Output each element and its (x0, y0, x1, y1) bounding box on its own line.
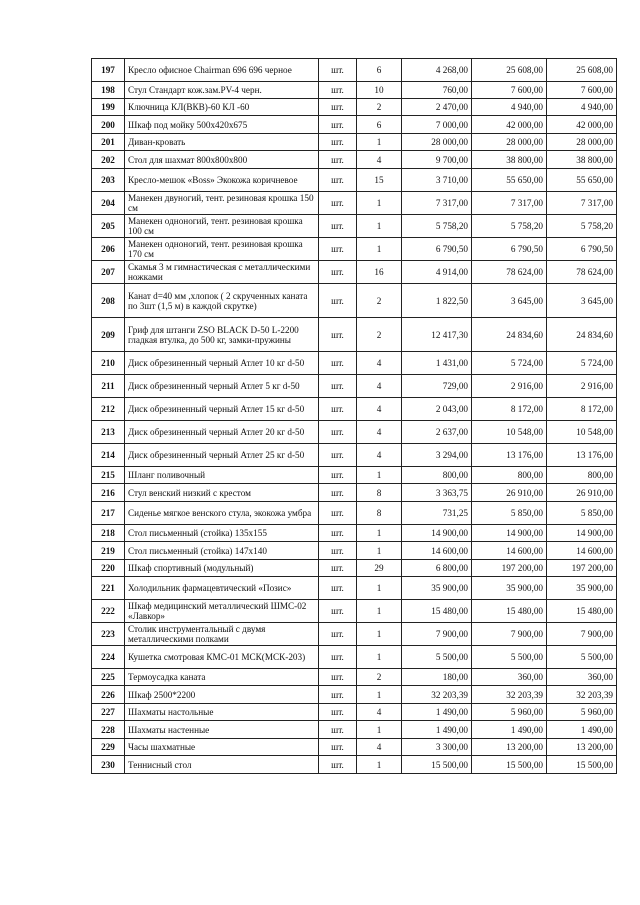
item-unit: шт. (319, 238, 357, 261)
item-name: Кресло-мешок «Boss» Экокожа коричневое (125, 169, 319, 192)
item-name: Ключница КЛ(ВКВ)-60 КЛ -60 (125, 99, 319, 116)
item-name: Диск обрезиненный черный Атлет 15 кг d-50 (125, 398, 319, 421)
item-name: Стол письменный (стойка) 135х155 (125, 525, 319, 542)
table-row (92, 577, 617, 600)
item-sum: 28 000,00 (472, 134, 547, 151)
item-total: 7 317,00 (547, 192, 617, 215)
item-quantity: 1 (357, 646, 402, 669)
item-price: 28 000,00 (402, 134, 472, 151)
item-name: Кресло офисное Chairman 696 696 черное (125, 59, 319, 82)
item-number: 213 (92, 421, 125, 444)
item-total: 360,00 (547, 669, 617, 686)
item-name: Диск обрезиненный черный Атлет 10 кг d-50 (125, 352, 319, 375)
item-total: 78 624,00 (547, 261, 617, 284)
table-row (92, 721, 617, 739)
item-sum: 8 172,00 (472, 398, 547, 421)
item-name: Шкаф 2500*2200 (125, 686, 319, 704)
item-price: 729,00 (402, 375, 472, 398)
item-price: 2 043,00 (402, 398, 472, 421)
table-row (92, 82, 617, 99)
item-total: 5 758,20 (547, 215, 617, 238)
item-number: 208 (92, 284, 125, 318)
item-quantity: 4 (357, 444, 402, 467)
item-number: 202 (92, 151, 125, 169)
item-name: Манекен двуногий, тент. резиновая крошка 150 см (125, 192, 319, 215)
item-quantity: 1 (357, 525, 402, 542)
item-unit: шт. (319, 398, 357, 421)
item-unit: шт. (319, 646, 357, 669)
item-name: Стол письменный (стойка) 147х140 (125, 542, 319, 560)
item-unit: шт. (319, 284, 357, 318)
item-quantity: 1 (357, 238, 402, 261)
item-number: 197 (92, 59, 125, 82)
item-price: 35 900,00 (402, 577, 472, 600)
item-name: Канат d=40 мм ,хлопок ( 2 скрученных каната по 3шт (1,5 м) в каждой скрутке) (125, 284, 319, 318)
item-quantity: 1 (357, 623, 402, 646)
table-row (92, 169, 617, 192)
item-name: Стул венский низкий с крестом (125, 484, 319, 502)
item-sum: 5 724,00 (472, 352, 547, 375)
item-unit: шт. (319, 686, 357, 704)
item-sum: 55 650,00 (472, 169, 547, 192)
item-price: 4 268,00 (402, 59, 472, 82)
table-row (92, 375, 617, 398)
item-unit: шт. (319, 525, 357, 542)
item-price: 15 500,00 (402, 756, 472, 774)
item-quantity: 4 (357, 421, 402, 444)
item-unit: шт. (319, 134, 357, 151)
item-number: 227 (92, 704, 125, 721)
item-number: 199 (92, 99, 125, 116)
item-sum: 2 916,00 (472, 375, 547, 398)
table-row (92, 467, 617, 484)
item-quantity: 1 (357, 577, 402, 600)
item-number: 200 (92, 116, 125, 134)
item-quantity: 16 (357, 261, 402, 284)
item-name: Теннисный стол (125, 756, 319, 774)
item-sum: 25 608,00 (472, 59, 547, 82)
item-total: 3 645,00 (547, 284, 617, 318)
item-total: 6 790,50 (547, 238, 617, 261)
item-total: 5 724,00 (547, 352, 617, 375)
item-unit: шт. (319, 318, 357, 352)
item-total: 800,00 (547, 467, 617, 484)
item-sum: 15 480,00 (472, 600, 547, 623)
item-number: 225 (92, 669, 125, 686)
item-name: Шахматы настольные (125, 704, 319, 721)
item-price: 5 758,20 (402, 215, 472, 238)
table-row (92, 444, 617, 467)
item-name: Диск обрезиненный черный Атлет 25 кг d-50 (125, 444, 319, 467)
item-quantity: 2 (357, 318, 402, 352)
item-number: 212 (92, 398, 125, 421)
item-quantity: 2 (357, 669, 402, 686)
item-name: Диван-кровать (125, 134, 319, 151)
item-sum: 3 645,00 (472, 284, 547, 318)
item-price: 180,00 (402, 669, 472, 686)
table-row (92, 134, 617, 151)
item-unit: шт. (319, 577, 357, 600)
item-number: 198 (92, 82, 125, 99)
item-number: 207 (92, 261, 125, 284)
item-unit: шт. (319, 421, 357, 444)
item-sum: 14 900,00 (472, 525, 547, 542)
item-number: 229 (92, 739, 125, 756)
item-unit: шт. (319, 375, 357, 398)
item-sum: 5 758,20 (472, 215, 547, 238)
item-number: 222 (92, 600, 125, 623)
table-row (92, 99, 617, 116)
item-number: 230 (92, 756, 125, 774)
item-number: 219 (92, 542, 125, 560)
item-total: 5 850,00 (547, 502, 617, 525)
item-total: 197 200,00 (547, 560, 617, 577)
item-quantity: 4 (357, 375, 402, 398)
item-number: 206 (92, 238, 125, 261)
item-name: Стул Стандарт кож.зам.PV-4 черн. (125, 82, 319, 99)
item-quantity: 6 (357, 116, 402, 134)
item-quantity: 1 (357, 600, 402, 623)
item-unit: шт. (319, 352, 357, 375)
item-total: 4 940,00 (547, 99, 617, 116)
item-total: 13 200,00 (547, 739, 617, 756)
item-total: 15 500,00 (547, 756, 617, 774)
item-total: 7 600,00 (547, 82, 617, 99)
item-price: 7 900,00 (402, 623, 472, 646)
item-quantity: 4 (357, 398, 402, 421)
table-row (92, 116, 617, 134)
item-name: Шкаф спортивный (модульный) (125, 560, 319, 577)
item-price: 800,00 (402, 467, 472, 484)
item-total: 26 910,00 (547, 484, 617, 502)
item-price: 1 490,00 (402, 721, 472, 739)
table-row (92, 756, 617, 774)
item-number: 203 (92, 169, 125, 192)
item-quantity: 2 (357, 284, 402, 318)
item-quantity: 4 (357, 352, 402, 375)
item-price: 9 700,00 (402, 151, 472, 169)
item-number: 218 (92, 525, 125, 542)
table-row (92, 261, 617, 284)
table-row (92, 525, 617, 542)
item-quantity: 1 (357, 721, 402, 739)
item-number: 220 (92, 560, 125, 577)
item-total: 25 608,00 (547, 59, 617, 82)
item-number: 224 (92, 646, 125, 669)
item-sum: 5 850,00 (472, 502, 547, 525)
item-total: 7 900,00 (547, 623, 617, 646)
table-row (92, 398, 617, 421)
table-body (92, 59, 617, 774)
item-price: 3 294,00 (402, 444, 472, 467)
item-unit: шт. (319, 600, 357, 623)
table-row (92, 739, 617, 756)
item-price: 4 914,00 (402, 261, 472, 284)
item-total: 8 172,00 (547, 398, 617, 421)
item-sum: 15 500,00 (472, 756, 547, 774)
item-sum: 35 900,00 (472, 577, 547, 600)
table-row (92, 542, 617, 560)
item-name: Диск обрезиненный черный Атлет 5 кг d-50 (125, 375, 319, 398)
item-unit: шт. (319, 721, 357, 739)
item-name: Кушетка смотровая КМС-01 МСК(МСК-203) (125, 646, 319, 669)
item-unit: шт. (319, 484, 357, 502)
item-sum: 800,00 (472, 467, 547, 484)
item-unit: шт. (319, 623, 357, 646)
item-price: 7 317,00 (402, 192, 472, 215)
table-row (92, 623, 617, 646)
table-row (92, 192, 617, 215)
item-quantity: 15 (357, 169, 402, 192)
item-sum: 4 940,00 (472, 99, 547, 116)
item-unit: шт. (319, 59, 357, 82)
item-total: 32 203,39 (547, 686, 617, 704)
item-sum: 7 900,00 (472, 623, 547, 646)
item-sum: 7 600,00 (472, 82, 547, 99)
item-number: 216 (92, 484, 125, 502)
item-unit: шт. (319, 261, 357, 284)
table-row (92, 215, 617, 238)
item-sum: 26 910,00 (472, 484, 547, 502)
item-quantity: 1 (357, 542, 402, 560)
table-row (92, 284, 617, 318)
item-price: 3 363,75 (402, 484, 472, 502)
item-number: 226 (92, 686, 125, 704)
item-quantity: 1 (357, 134, 402, 151)
item-sum: 14 600,00 (472, 542, 547, 560)
item-sum: 360,00 (472, 669, 547, 686)
item-number: 223 (92, 623, 125, 646)
table-row (92, 421, 617, 444)
item-unit: шт. (319, 542, 357, 560)
item-unit: шт. (319, 444, 357, 467)
item-quantity: 4 (357, 151, 402, 169)
table-row (92, 600, 617, 623)
item-number: 204 (92, 192, 125, 215)
item-name: Шкаф медицинский металлический ШМС-02 «Лавкор» (125, 600, 319, 623)
item-price: 6 800,00 (402, 560, 472, 577)
table-row (92, 646, 617, 669)
item-sum: 7 317,00 (472, 192, 547, 215)
item-unit: шт. (319, 169, 357, 192)
item-sum: 13 200,00 (472, 739, 547, 756)
item-sum: 78 624,00 (472, 261, 547, 284)
item-total: 2 916,00 (547, 375, 617, 398)
item-unit: шт. (319, 756, 357, 774)
item-sum: 38 800,00 (472, 151, 547, 169)
item-quantity: 29 (357, 560, 402, 577)
item-number: 211 (92, 375, 125, 398)
item-price: 12 417,30 (402, 318, 472, 352)
item-sum: 10 548,00 (472, 421, 547, 444)
item-quantity: 6 (357, 59, 402, 82)
item-price: 731,25 (402, 502, 472, 525)
item-quantity: 8 (357, 502, 402, 525)
item-unit: шт. (319, 704, 357, 721)
item-number: 215 (92, 467, 125, 484)
table-row (92, 484, 617, 502)
inventory-table (91, 58, 617, 774)
item-quantity: 1 (357, 686, 402, 704)
table-row (92, 318, 617, 352)
table-row (92, 238, 617, 261)
item-price: 14 900,00 (402, 525, 472, 542)
item-name: Шкаф под мойку 500х420х675 (125, 116, 319, 134)
item-total: 28 000,00 (547, 134, 617, 151)
item-total: 10 548,00 (547, 421, 617, 444)
item-sum: 5 500,00 (472, 646, 547, 669)
item-price: 2 470,00 (402, 99, 472, 116)
item-unit: шт. (319, 739, 357, 756)
item-unit: шт. (319, 467, 357, 484)
item-unit: шт. (319, 560, 357, 577)
item-name: Диск обрезиненный черный Атлет 20 кг d-50 (125, 421, 319, 444)
item-total: 55 650,00 (547, 169, 617, 192)
item-sum: 6 790,50 (472, 238, 547, 261)
item-number: 214 (92, 444, 125, 467)
item-quantity: 4 (357, 704, 402, 721)
item-total: 24 834,60 (547, 318, 617, 352)
item-quantity: 1 (357, 215, 402, 238)
item-quantity: 1 (357, 756, 402, 774)
table-row (92, 686, 617, 704)
item-unit: шт. (319, 215, 357, 238)
item-price: 15 480,00 (402, 600, 472, 623)
table-row (92, 669, 617, 686)
table-row (92, 560, 617, 577)
item-unit: шт. (319, 82, 357, 99)
item-sum: 5 960,00 (472, 704, 547, 721)
item-name: Холодильник фармацевтический «Позис» (125, 577, 319, 600)
item-total: 38 800,00 (547, 151, 617, 169)
item-price: 3 300,00 (402, 739, 472, 756)
item-sum: 32 203,39 (472, 686, 547, 704)
item-unit: шт. (319, 502, 357, 525)
item-total: 14 900,00 (547, 525, 617, 542)
item-number: 228 (92, 721, 125, 739)
item-total: 14 600,00 (547, 542, 617, 560)
item-name: Часы шахматные (125, 739, 319, 756)
item-quantity: 8 (357, 484, 402, 502)
item-total: 15 480,00 (547, 600, 617, 623)
item-price: 14 600,00 (402, 542, 472, 560)
item-name: Манекен одноногий, тент. резиновая крошка 100 см (125, 215, 319, 238)
item-sum: 197 200,00 (472, 560, 547, 577)
item-name: Шланг поливочный (125, 467, 319, 484)
item-total: 42 000,00 (547, 116, 617, 134)
item-number: 201 (92, 134, 125, 151)
item-total: 13 176,00 (547, 444, 617, 467)
item-name: Манекен одноногий, тент. резиновая крошка 170 см (125, 238, 319, 261)
item-number: 205 (92, 215, 125, 238)
item-price: 3 710,00 (402, 169, 472, 192)
item-quantity: 1 (357, 192, 402, 215)
item-price: 7 000,00 (402, 116, 472, 134)
item-price: 2 637,00 (402, 421, 472, 444)
item-unit: шт. (319, 151, 357, 169)
item-name: Стол для шахмат 800х800х800 (125, 151, 319, 169)
item-quantity: 10 (357, 82, 402, 99)
item-price: 6 790,50 (402, 238, 472, 261)
item-price: 5 500,00 (402, 646, 472, 669)
item-total: 5 500,00 (547, 646, 617, 669)
item-unit: шт. (319, 192, 357, 215)
item-name: Столик инструментальный с двумя металлическими полками (125, 623, 319, 646)
item-price: 32 203,39 (402, 686, 472, 704)
table-row (92, 59, 617, 82)
item-price: 760,00 (402, 82, 472, 99)
item-total: 1 490,00 (547, 721, 617, 739)
table-row (92, 704, 617, 721)
item-sum: 42 000,00 (472, 116, 547, 134)
item-price: 1 431,00 (402, 352, 472, 375)
item-total: 5 960,00 (547, 704, 617, 721)
item-sum: 13 176,00 (472, 444, 547, 467)
item-quantity: 2 (357, 99, 402, 116)
item-unit: шт. (319, 116, 357, 134)
item-name: Шахматы настенные (125, 721, 319, 739)
item-number: 217 (92, 502, 125, 525)
item-number: 221 (92, 577, 125, 600)
item-name: Скамья 3 м гимнастическая с металлическими ножками (125, 261, 319, 284)
table-row (92, 151, 617, 169)
table-row (92, 502, 617, 525)
item-sum: 24 834,60 (472, 318, 547, 352)
item-number: 209 (92, 318, 125, 352)
item-price: 1 822,50 (402, 284, 472, 318)
item-price: 1 490,00 (402, 704, 472, 721)
item-number: 210 (92, 352, 125, 375)
item-unit: шт. (319, 669, 357, 686)
item-quantity: 4 (357, 739, 402, 756)
item-quantity: 1 (357, 467, 402, 484)
item-total: 35 900,00 (547, 577, 617, 600)
table-row (92, 352, 617, 375)
item-sum: 1 490,00 (472, 721, 547, 739)
item-name: Сиденье мягкое венского стула, экокожа умбра (125, 502, 319, 525)
item-name: Термоусадка каната (125, 669, 319, 686)
item-unit: шт. (319, 99, 357, 116)
item-name: Гриф для штанги ZSO BLACK D-50 L-2200 гладкая втулка, до 500 кг, замки-пружины (125, 318, 319, 352)
